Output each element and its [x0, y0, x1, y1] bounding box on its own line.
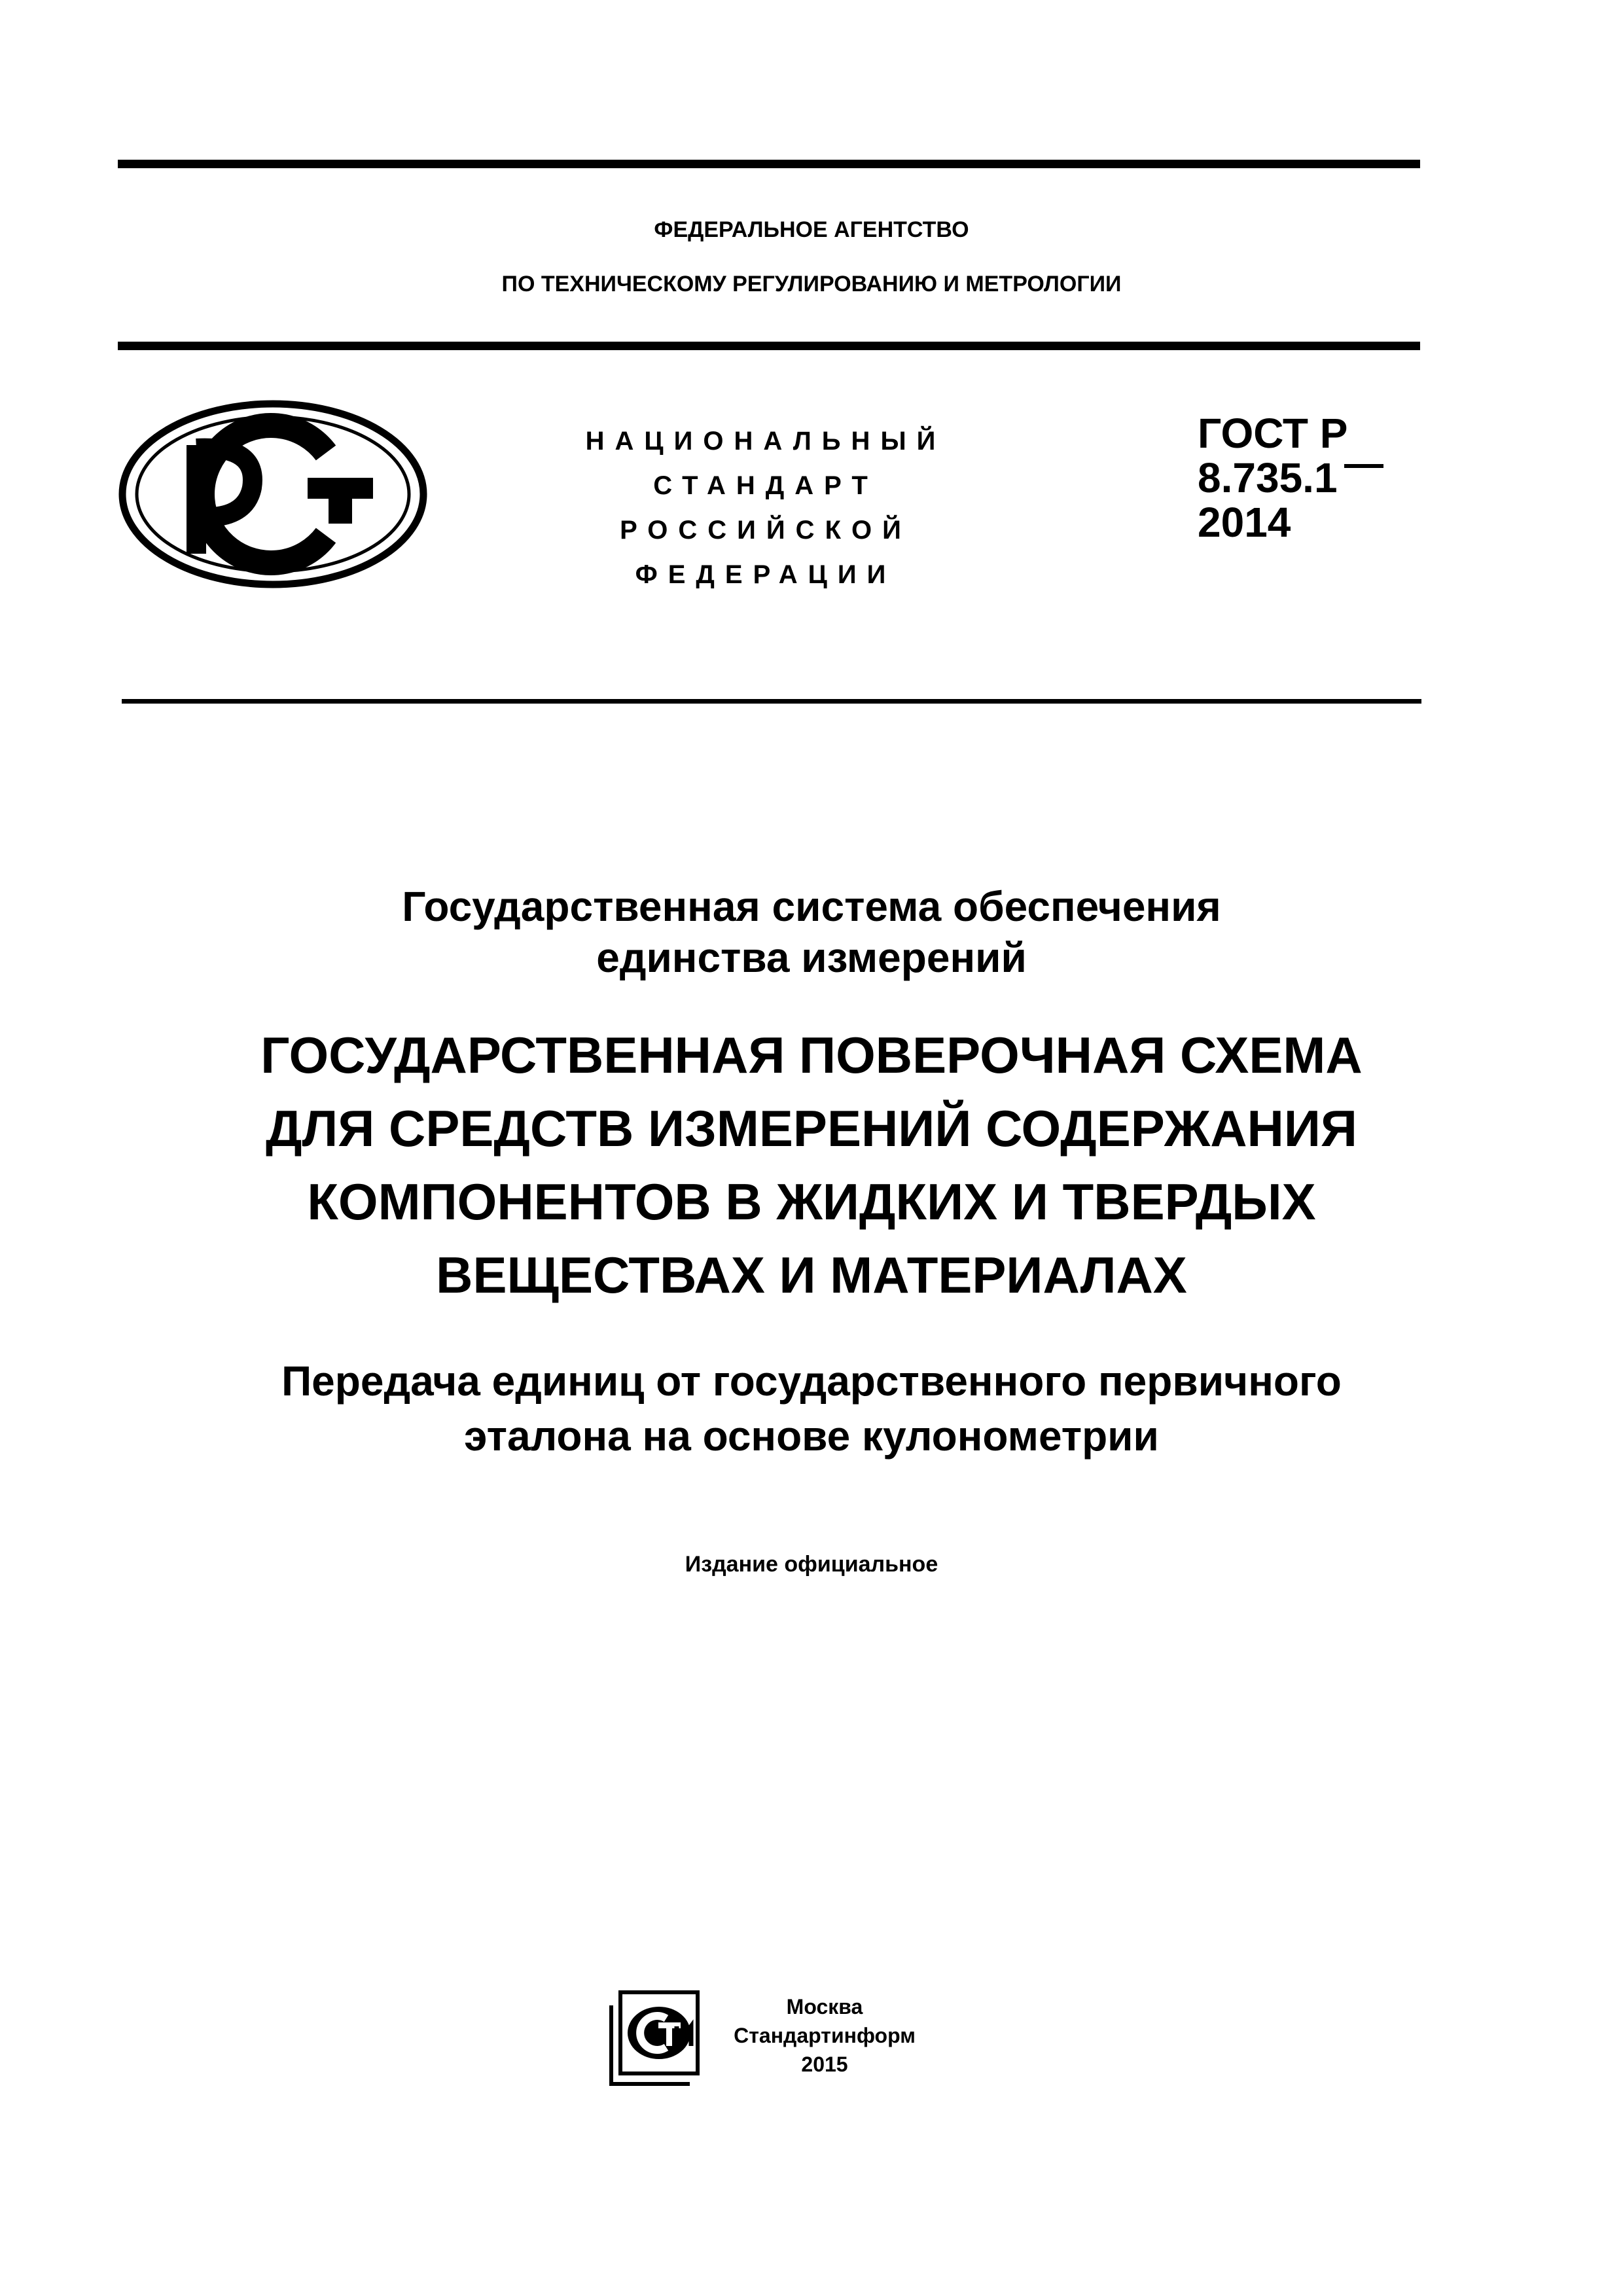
gost-designation — [1198, 411, 1383, 545]
header-bottom-rule — [122, 699, 1421, 704]
document-subtitle: Передача единиц от государственного первичного эталона на основе кулонометрии — [281, 1357, 1342, 1460]
publisher-city: Москва — [786, 1995, 863, 2018]
national-standard-block — [537, 419, 995, 597]
national-standard-line: ФЕДЕРАЦИИ — [635, 560, 897, 589]
document-title: ГОСУДАРСТВЕННАЯ ПОВЕРОЧНАЯ СХЕМА ДЛЯ СРЕДСТВ ИЗМЕРЕНИЙ СОДЕРЖАНИЯ КОМПОНЕНТОВ В ЖИДКИХ И ТВЕРДЫХ ВЕЩЕСТВАХ И МАТЕРИАЛАХ — [260, 1026, 1363, 1304]
national-standard-line: НАЦИОНАЛЬНЫЙ — [585, 427, 946, 456]
gost-dash — [1344, 464, 1383, 468]
edition-label: Издание официальное — [685, 1552, 938, 1577]
gost-number: 8.735.1 — [1198, 454, 1338, 501]
publisher-year: 2015 — [801, 2053, 848, 2076]
gost-prefix: ГОСТ Р — [1198, 410, 1348, 457]
agency-rule — [118, 342, 1420, 350]
publisher-block — [726, 1992, 923, 2079]
agency-subtitle: ПО ТЕХНИЧЕСКОМУ РЕГУЛИРОВАНИЮ И МЕТРОЛОГИИ — [501, 272, 1122, 296]
standartinform-logo-icon — [606, 1987, 704, 2087]
publisher-name: Стандартинформ — [734, 2024, 916, 2047]
series-title: Государственная система обеспечения единства измерений — [402, 883, 1221, 981]
national-standard-line: РОССИЙСКОЙ — [620, 516, 912, 545]
gost-year: 2014 — [1198, 499, 1291, 546]
rst-logo-icon — [118, 399, 429, 589]
top-rule — [118, 160, 1420, 168]
national-standard-line: СТАНДАРТ — [653, 471, 878, 500]
agency-name: ФЕДЕРАЛЬНОЕ АГЕНТСТВО — [654, 217, 969, 242]
